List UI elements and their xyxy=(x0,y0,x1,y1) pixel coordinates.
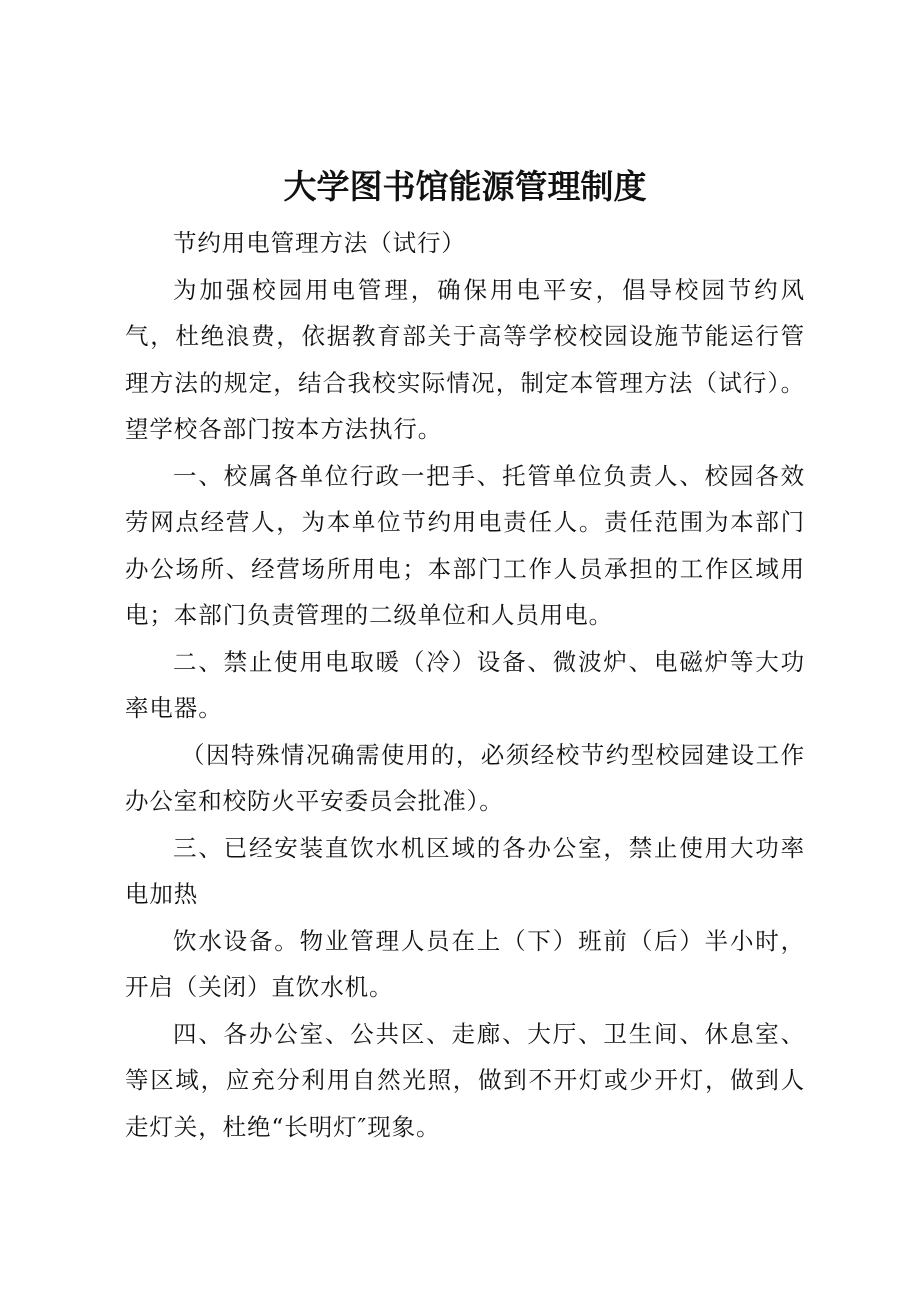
paragraph-subtitle: 节约用电管理方法（试行） xyxy=(173,229,466,257)
paragraph-article-1: 一、校属各单位行政一把手、托管单位负责人、校园各效劳网点经营人，为本单位节约用电责任人。责任范围为本部门办公场所、经营场所用电；本部门工作人员承担的工作区域用电；本部门负责管理的二级单位和人员用电。 xyxy=(125,461,805,629)
paragraph-intro: 为加强校园用电管理，确保用电平安，倡导校园节约风气，杜绝浪费，依据教育部关于高等学校校园设施节能运行管理方法的规定，结合我校实际情况，制定本管理方法（试行）。望学校各部门按本方法执行。 xyxy=(125,275,805,443)
paragraph-article-4: 四、各办公室、公共区、走廊、大厅、卫生间、休息室、等区域，应充分利用自然光照，做到不开灯或少开灯，做到人走灯关，杜绝“长明灯″现象。 xyxy=(125,1019,805,1141)
document-title: 大学图书馆能源管理制度 xyxy=(283,167,647,206)
paragraph-article-3: 三、已经安装直饮水机区域的各办公室，禁止使用大功率电加热 xyxy=(125,833,805,908)
paragraph-article-2-note: （因特殊情况确需使用的，必须经校节约型校园建设工作办公室和校防火平安委员会批准）。 xyxy=(125,740,805,815)
paragraph-article-2: 二、禁止使用电取暖（冷）设备、微波炉、电磁炉等大功率电器。 xyxy=(125,647,805,722)
paragraph-article-3-cont: 饮水设备。物业管理人员在上（下）班前（后）半小时，开启（关闭）直饮水机。 xyxy=(125,926,805,1001)
document-body xyxy=(125,164,805,1150)
